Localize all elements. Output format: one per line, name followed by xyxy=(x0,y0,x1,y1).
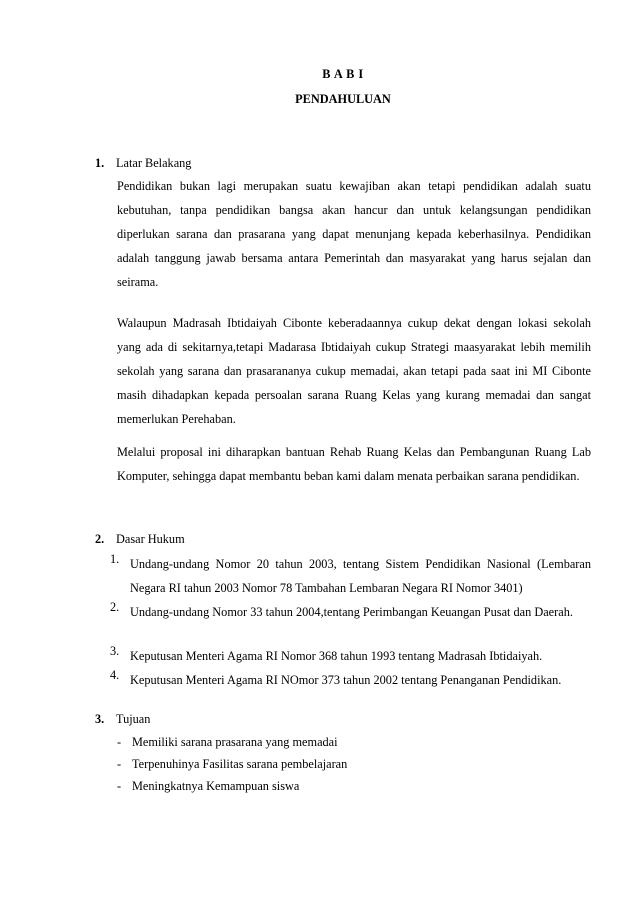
section-title: Latar Belakang xyxy=(116,156,192,170)
section-heading-dasar-hukum xyxy=(95,532,185,547)
paragraph: Melalui proposal ini diharapkan bantuan Rehab Ruang Kelas dan Pembangunan Ruang Lab Komputer, sehingga dapat membantu beban kami dalam menata perbaikan sarana pendidikan. xyxy=(117,445,591,483)
bullet-item xyxy=(117,779,299,794)
bullet-item-text: Meningkatnya Kemampuan siswa xyxy=(132,779,300,793)
list-item-number: 2. xyxy=(110,600,120,614)
list-item xyxy=(110,644,591,668)
list-item xyxy=(110,668,591,692)
section-heading-tujuan xyxy=(95,712,150,727)
list-item-text: Undang-undang Nomor 33 tahun 2004,tentang Perimbangan Keuangan Pusat dan Daerah. xyxy=(130,605,573,619)
list-item-number: 1. xyxy=(110,552,120,566)
list-item-text: Undang-undang Nomor 20 tahun 2003, tentang Sistem Pendidikan Nasional (Lembaran Negara RI tahun 2003 Nomor 78 Tambahan Lembaran Negara RI Nomor 3401) xyxy=(130,557,591,595)
list-item-text: Keputusan Menteri Agama RI NOmor 373 tahun 2002 tentang Penanganan Pendidikan. xyxy=(130,673,562,687)
section-number: 1. xyxy=(95,156,105,170)
chapter-title: PENDAHULUAN xyxy=(295,92,391,106)
dash-bullet: - xyxy=(117,757,122,771)
section-number: 2. xyxy=(95,532,105,546)
list-item xyxy=(110,600,591,624)
bullet-item-text: Memiliki sarana prasarana yang memadai xyxy=(132,735,338,749)
list-item-number: 3. xyxy=(110,644,120,658)
section-number: 3. xyxy=(95,712,105,726)
paragraph: Walaupun Madrasah Ibtidaiyah Cibonte keberadaannya cukup dekat dengan lokasi sekolah yang ada di sekitarnya,tetapi Madarasa Ibtidaiyah cukup Strategi maasyarakat lebih memilih sekolah yang sarana dan prasarananya cukup memadai, akan tetapi pada saat ini MI Cibonte masih dihadapkan kepada persoalan sarana Ruang Kelas yang kurang memadai dan sangat memerlukan Perehaban. xyxy=(117,316,591,426)
section-title: Dasar Hukum xyxy=(116,532,185,546)
bullet-item xyxy=(117,757,347,772)
chapter-label: B A B I xyxy=(322,67,364,81)
list-item xyxy=(110,552,591,600)
paragraph: Pendidikan bukan lagi merupakan suatu kewajiban akan tetapi pendidikan adalah suatu kebutuhan, tanpa pendidikan bangsa akan hancur dan untuk kelangsungan pendidikan diperlukan sarana dan prasarana yang dapat menunjang kepada keberhasilnya. Pendidikan adalah tanggung jawab bersama antara Pemerintah dan masyarakat yang harus sejalan dan seirama. xyxy=(117,179,591,289)
dash-bullet: - xyxy=(117,735,122,749)
section-title: Tujuan xyxy=(116,712,151,726)
bullet-item xyxy=(117,735,338,750)
dash-bullet: - xyxy=(117,779,122,793)
bullet-item-text: Terpenuhinya Fasilitas sarana pembelajaran xyxy=(132,757,348,771)
section-heading-latar-belakang xyxy=(95,156,191,171)
list-item-number: 4. xyxy=(110,668,120,682)
list-item-text: Keputusan Menteri Agama RI Nomor 368 tahun 1993 tentang Madrasah Ibtidaiyah. xyxy=(130,649,543,663)
